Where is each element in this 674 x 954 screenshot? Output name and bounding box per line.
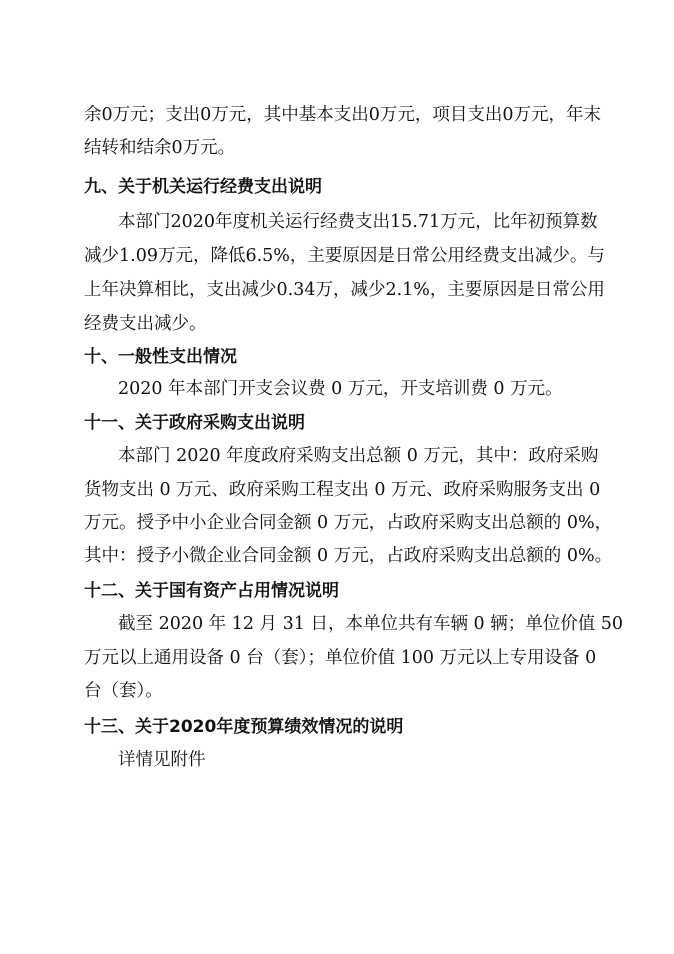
text-line: 万元以上通用设备 0 台（套）；单位价值 100 万元以上专用设备 0 [84,648,597,668]
text-line: 2020 年本部门开支会议费 0 万元，开支培训费 0 万元。 [118,379,563,399]
section-heading-12: 十二、关于国有资产占用情况说明 [84,581,339,601]
text-line: 本部门2020年度机关运行经费支出15.71万元，比年初预算数 [118,212,598,232]
text-line: 余0万元；支出0万元，其中基本支出0万元，项目支出0万元，年末 [84,105,602,125]
section-heading-9: 九、关于机关运行经费支出说明 [84,177,322,197]
text-line: 详情见附件 [118,750,206,770]
text-line: 结转和结余0万元。 [84,138,236,158]
section-heading-10: 十、一般性支出情况 [84,347,237,367]
section-heading-11: 十一、关于政府采购支出说明 [84,413,305,433]
text-line: 其中：授予小微企业合同金额 0 万元，占政府采购支出总额的 0%。 [84,546,613,566]
text-line: 万元。授予中小企业合同金额 0 万元，占政府采购支出总额的 0%， [84,513,613,533]
text-line: 经费支出减少。 [84,314,207,334]
text-line: 截至 2020 年 12 月 31 日，本单位共有车辆 0 辆；单位价值 50 [118,614,624,634]
text-line: 减少1.09万元，降低6.5%，主要原因是日常公用经费支出减少。与 [84,246,605,266]
text-line: 上年决算相比，支出减少0.34万，减少2.1%，主要原因是日常公用 [84,280,605,300]
section-heading-13: 十三、关于2020年度预算绩效情况的说明 [84,717,404,737]
text-line: 台（套）。 [84,681,163,701]
text-line: 货物支出 0 万元、政府采购工程支出 0 万元、政府采购服务支出 0 [84,480,601,500]
text-line: 本部门 2020 年度政府采购支出总额 0 万元，其中：政府采购 [118,446,599,466]
